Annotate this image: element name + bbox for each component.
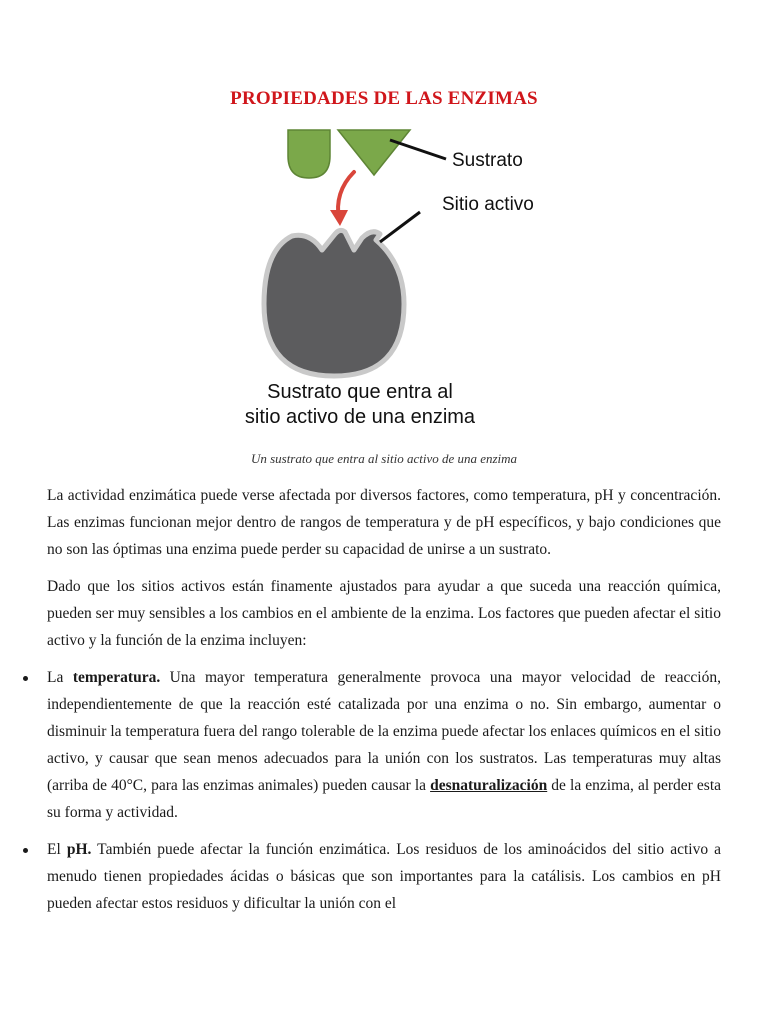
label-sitio-activo: Sitio activo: [442, 194, 534, 215]
figure-caption-line1: Sustrato que entra al: [267, 381, 453, 403]
article-body: [47, 482, 721, 927]
list-item-temperatura: La temperatura. Una mayor temperatura generalmente provoca una mayor velocidad de reacción, independientemente de que la reacción esté catalizada por una enzima o no. Sin embargo, aumentar o disminuir la temperatura fuera del rango tolerable de la enzima puede afectar los enlaces químicos en el sitio activo, y causar que sean menos adecuados para la unión con los sustratos. Las temperaturas muy altas (arriba de 40°C, para las enzimas animales) pueden causar la desnaturalización de la enzima, al perder esta su forma y actividad.: [47, 664, 721, 826]
enzyme-shape: [264, 230, 404, 376]
substrate-triangle: [338, 130, 410, 175]
figure-caption-line2: sitio activo de una enzima: [244, 406, 476, 428]
link-desnaturalizacion[interactable]: desnaturalización: [430, 777, 548, 794]
paragraph: La actividad enzimática puede verse afectada por diversos factores, como temperatura, pH y concentración. Las enzimas funcionan mejor dentro de rangos de temperatura y de pH específicos, y bajo condiciones que no son las óptimas una enzima puede perder su capacidad de unirse a un sustrato.: [47, 487, 721, 558]
factor-list: [47, 664, 721, 917]
sitio-pointer: [380, 212, 420, 242]
term-temperatura: temperatura.: [72, 669, 161, 686]
enzyme-figure: [230, 122, 570, 442]
page-title: PROPIEDADES DE LAS ENZIMAS: [230, 88, 538, 109]
paragraph: Dado que los sitios activos están finamente ajustados para ayudar a que suceda una reacción química, pueden ser muy sensibles a los cambios en el ambiente de la enzima. Los factores que pueden afectar el sitio activo y la función de la enzima incluyen:: [47, 578, 721, 649]
image-caption: Un sustrato que entra al sitio activo de una enzima: [250, 451, 518, 466]
label-sustrato: Sustrato: [452, 150, 523, 171]
substrate-block: [288, 130, 330, 178]
red-arrow-head: [330, 210, 348, 226]
sustrato-pointer: [390, 140, 446, 159]
list-item-ph: El pH. También puede afectar la función enzimática. Los residuos de los aminoácidos del sitio activo a menudo tienen propiedades ácidas o básicas que son importantes para la catálisis. Los cambios en pH pueden afectar estos residuos y dificultar la unión con el: [47, 836, 721, 917]
term-ph: pH.: [66, 841, 92, 858]
